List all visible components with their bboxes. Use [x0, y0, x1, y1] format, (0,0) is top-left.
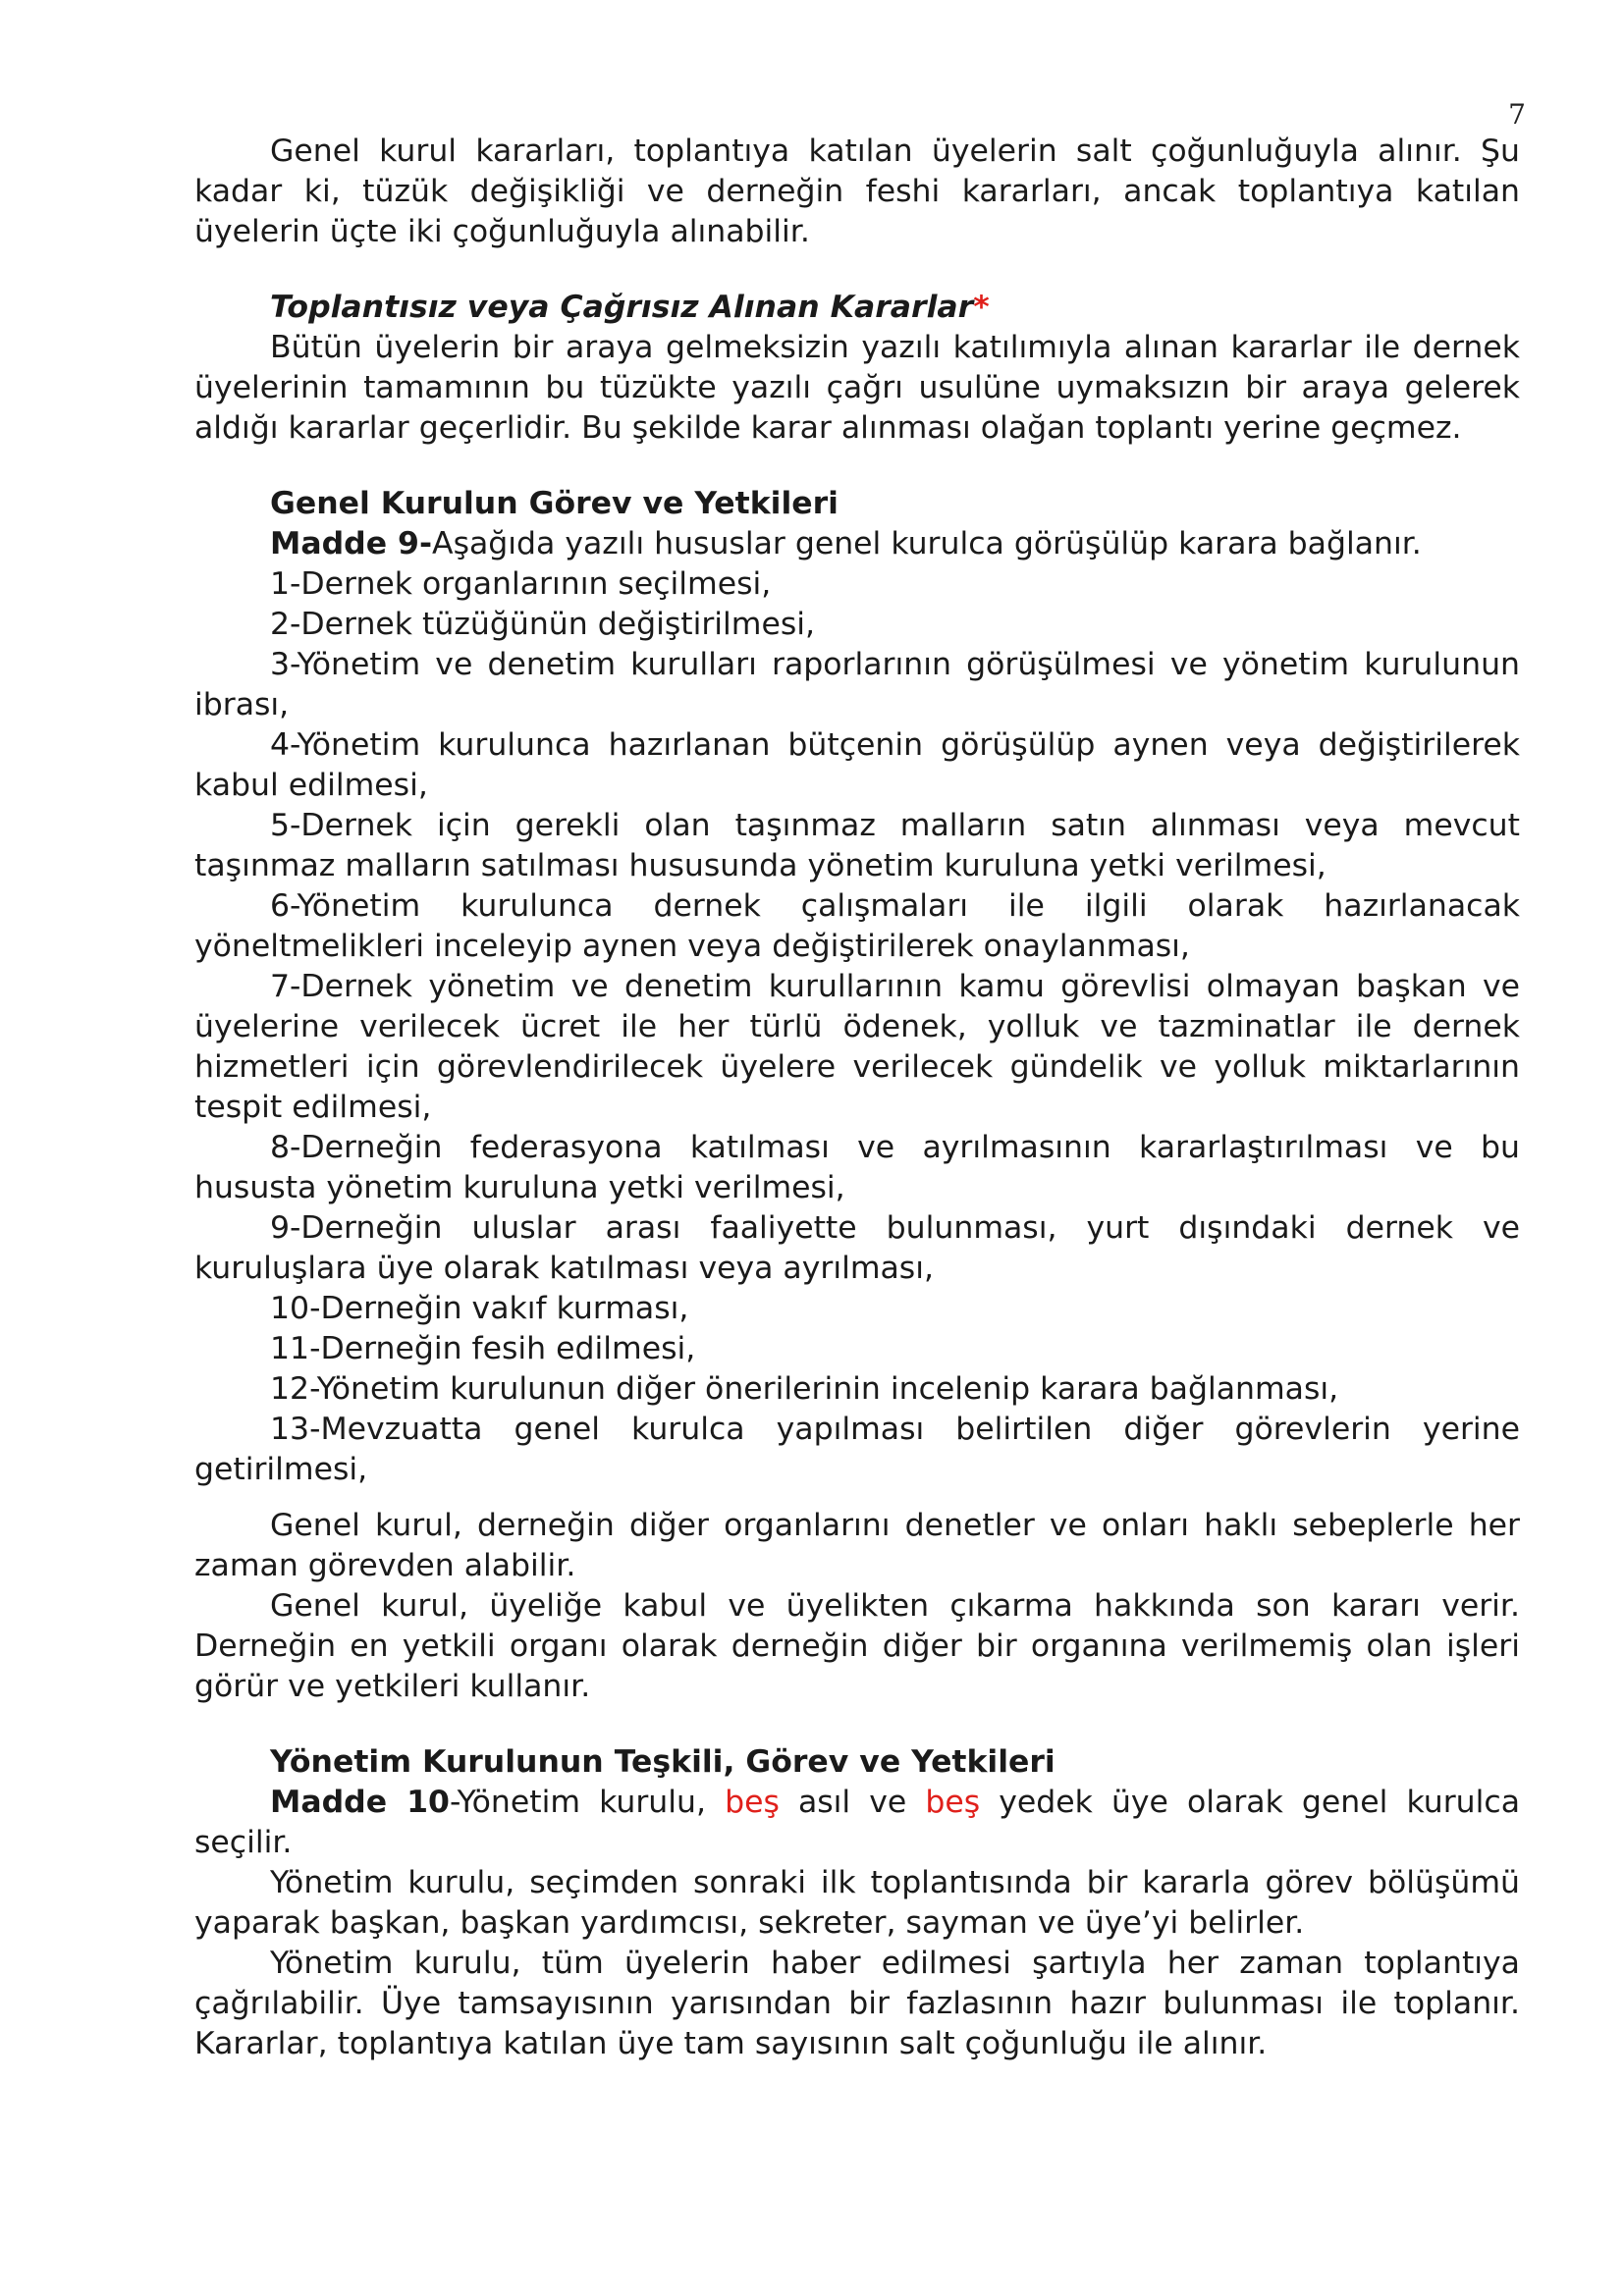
article-10-intro	[194, 1783, 1520, 1863]
section-heading-meetingless-decisions	[194, 288, 1520, 328]
section-heading-board-formation: Yönetim Kurulunun Teşkili, Görev ve Yetkileri	[270, 1744, 1056, 1780]
paragraph-assembly-oversight: Genel kurul, derneğin diğer organlarını denetler ve onları haklı sebeplerle her zaman görevden alabilir.	[194, 1508, 1520, 1583]
list-item: 4-Yönetim kurulunca hazırlanan bütçenin görüşülüp aynen veya değiştirilerek kabul edilmesi,	[194, 727, 1520, 803]
paragraph-meetingless-decisions: Bütün üyelerin bir araya gelmeksizin yazılı katılımıyla alınan kararlar ile dernek üyelerinin tamamının bu tüzükte yazılı çağrı usulüne uymaksızın bir araya gelerek aldığı kararlar geçerlidir. Bu şekilde karar alınması olağan toplantı yerine geçmez.	[194, 330, 1520, 446]
document-body	[194, 132, 1520, 2064]
list-item: 8-Derneğin federasyona katılması ve ayrılmasının kararlaştırılması ve bu hususta yönetim kuruluna yetki verilmesi,	[194, 1130, 1520, 1205]
heading-text: Toplantısız veya Çağrısız Alınan Kararlar	[270, 290, 974, 325]
list-item: 11-Derneğin fesih edilmesi,	[270, 1331, 696, 1366]
list-item: 10-Derneğin vakıf kurması,	[270, 1291, 689, 1326]
highlighted-number: beş	[725, 1785, 780, 1820]
article-10-text: yedek üye olarak genel kurulca seçilir.	[194, 1785, 1520, 1860]
list-item: 5-Dernek için gerekli olan taşınmaz malların satın alınması veya mevcut taşınmaz malların satılması hususunda yönetim kuruluna yetki verilmesi,	[194, 808, 1520, 883]
article-9-text: Aşağıda yazılı hususlar genel kurulca görüşülüp karara bağlanır.	[432, 526, 1422, 561]
highlighted-number: beş	[925, 1785, 981, 1820]
page-number: 7	[1508, 98, 1526, 131]
article-9-label: Madde 9-	[270, 526, 433, 561]
section-heading-general-assembly-duties: Genel Kurulun Görev ve Yetkileri	[270, 486, 839, 521]
list-item: 13-Mevzuatta genel kurulca yapılması belirtilen diğer görevlerin yerine getirilmesi,	[194, 1412, 1520, 1487]
paragraph-board-roles: Yönetim kurulu, seçimden sonraki ilk toplantısında bir kararla görev bölüşümü yaparak başkan, başkan yardımcısı, sekreter, sayman ve üye’yi belirler.	[194, 1865, 1520, 1941]
article-10-text: -Yönetim kurulu,	[449, 1785, 726, 1820]
list-item: 12-Yönetim kurulunun diğer önerilerinin incelenip karara bağlanması,	[270, 1371, 1339, 1407]
article-10-label: Madde 10	[270, 1785, 450, 1820]
paragraph-board-meetings: Yönetim kurulu, tüm üyelerin haber edilmesi şartıyla her zaman toplantıya çağrılabilir. Üye tamsayısının yarısından bir fazlasının hazır bulunması ile toplanır. Kararlar, toplantıya katılan üye tam sayısının salt çoğunluğu ile alınır.	[194, 1946, 1520, 2061]
article-10-text: asıl ve	[779, 1785, 926, 1820]
list-item: 6-Yönetim kurulunca dernek çalışmaları ile ilgili olarak hazırlanacak yöneltmelikleri inceleyip aynen veya değiştirilerek onaylanması,	[194, 888, 1520, 964]
paragraph-assembly-final-authority: Genel kurul, üyeliğe kabul ve üyelikten çıkarma hakkında son kararı verir. Derneğin en yetkili organı olarak derneğin diğer bir organına verilmemiş olan işleri görür ve yetkileri kullanır.	[194, 1588, 1520, 1704]
article-9-intro	[194, 524, 1520, 564]
paragraph-decision-majority: Genel kurul kararları, toplantıya katılan üyelerin salt çoğunluğuyla alınır. Şu kadar ki, tüzük değişikliği ve derneğin feshi kararları, ancak toplantıya katılan üyelerin üçte iki çoğunluğuyla alınabilir.	[194, 133, 1520, 249]
list-item: 7-Dernek yönetim ve denetim kurullarının kamu görevlisi olmayan başkan ve üyelerine verilecek ücret ile her türlü ödenek, yolluk ve tazminatlar ile dernek hizmetleri için görevlendirilecek üyelere verilecek gündelik ve yolluk miktarlarının tespit edilmesi,	[194, 969, 1520, 1125]
list-item: 2-Dernek tüzüğünün değiştirilmesi,	[270, 607, 816, 642]
list-item: 1-Dernek organlarının seçilmesi,	[270, 566, 772, 602]
list-item: 3-Yönetim ve denetim kurulları raporlarının görüşülmesi ve yönetim kurulunun ibrası,	[194, 647, 1520, 722]
list-item: 9-Derneğin uluslar arası faaliyette bulunması, yurt dışındaki dernek ve kuruluşlara üye olarak katılması veya ayrılması,	[194, 1210, 1520, 1286]
asterisk-mark: *	[973, 290, 990, 325]
